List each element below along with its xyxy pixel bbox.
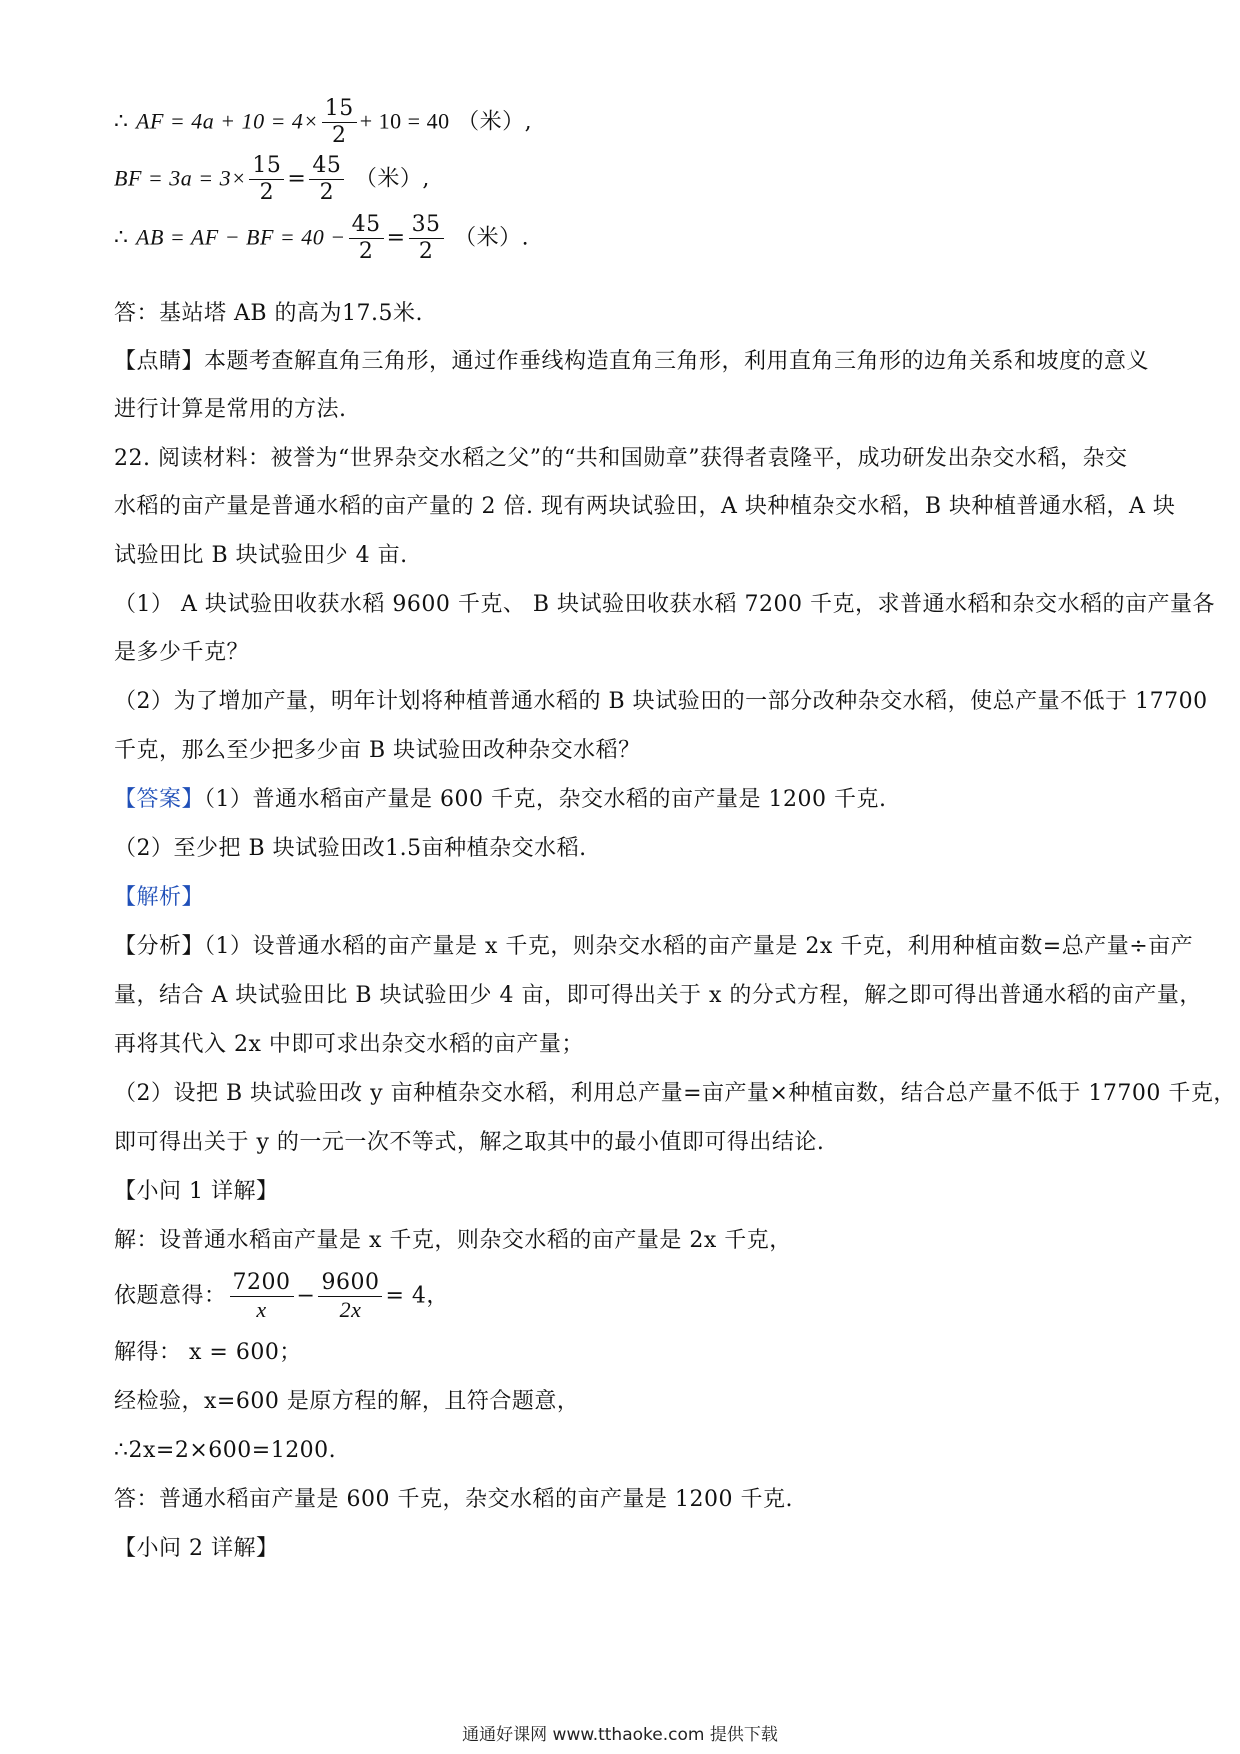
fraction-denominator: 2 [319,180,335,205]
minus-sign: − [296,1283,316,1309]
fraction-denominator: 2 [418,239,434,264]
analysis-tag: 【解析】 [114,885,205,910]
answer-line: 答：基站塔 AB 的高为17.5米. [114,301,424,326]
subquestion-2-line-2: 千克，那么至少把多少亩 B 块试验田改种杂交水稻？ [114,738,641,763]
solution-result: 解得： x = 600； [114,1340,302,1365]
fraction [230,1270,294,1323]
fraction [409,212,444,265]
fraction-denominator: 2 [358,239,374,264]
equation-right: + 10 = 40 [359,108,450,134]
comment-line-1: 【点睛】本题考查解直角三角形，通过作垂线构造直角三角形，利用直角三角形的边角关系和坡度的意义 [114,349,1150,374]
solution-answer: 答：普通水稻亩产量是 600 千克，杂交水稻的亩产量是 1200 千克. [114,1487,793,1512]
answer-block-1 [114,784,1134,816]
equation-left: BF = 3a = 3× [114,165,247,191]
question-22-line-2: 水稻的亩产量是普通水稻的亩产量的 2 倍. 现有两块试验田，A 块种植杂交水稻，B 块种植普通水稻，A 块 [114,494,1176,519]
subquestion-2-line-1: （2）为了增加产量，明年计划将种植普通水稻的 B 块试验田的一部分改种杂交水稻，使总产量不低于 17700 [114,689,1208,714]
equals-sign: = [287,166,307,192]
fraction-numerator: 35 [409,212,444,239]
question-22-line-1: 22. 阅读材料：被誉为“世界杂交水稻之父”的“共和国勋章”获得者袁隆平，成功研发出杂交水稻，杂交 [114,446,1128,471]
solution-compute: ∴2x=2×600=1200. [114,1438,337,1463]
answer-tag: 【答案】 [114,787,205,812]
fraction-numerator: 45 [309,153,344,180]
subquestion-1-line-2: 是多少千克？ [114,640,250,665]
analysis-line-4: （2）设把 B 块试验田改 y 亩种植杂交水稻，利用总产量=亩产量×种植亩数，结合总产量不低于 17700 千克， [114,1081,1236,1106]
therefore-symbol: ∴ [114,225,136,251]
fraction [249,153,284,206]
fraction-numerator: 15 [249,153,284,180]
answer-block-2: （2）至少把 B 块试验田改1.5亩种植杂交水稻. [114,836,587,861]
fraction-denominator: 2 [332,123,347,148]
analysis-line-1: 【分析】（1）设普通水稻的亩产量是 x 千克，则杂交水稻的亩产量是 2x 千克，利用种植亩数=总产量÷亩产 [114,934,1194,959]
fraction-denominator: 2 [259,180,275,205]
fraction [318,1270,382,1323]
equation-af [114,96,1134,149]
solution-line-1: 解：设普通水稻亩产量是 x 千克，则杂交水稻的亩产量是 2x 千克， [114,1228,792,1253]
fraction [309,153,344,206]
question-22-line-3: 试验田比 B 块试验田少 4 亩. [114,543,408,568]
unit-text: （米）, [457,109,533,135]
unit-text: （米）. [454,225,530,251]
fraction-denominator: 2x [339,1297,362,1322]
analysis-line-3: 再将其代入 2x 中即可求出杂交水稻的亩产量； [114,1032,584,1057]
equation-right: = 4， [385,1283,449,1309]
fraction [322,96,357,149]
fraction-denominator: x [256,1297,267,1322]
equals-sign: = [386,225,406,251]
equation-left: AF = 4a + 10 = 4× [136,108,319,134]
page-footer: 通通好课网 www.tthaoke.com 提供下载 [462,1725,778,1745]
comment-line-2: 进行计算是常用的方法. [114,397,347,422]
fraction-numerator: 45 [349,212,384,239]
solution-check: 经检验，x=600 是原方程的解，且符合题意， [114,1389,580,1414]
fraction-numerator: 15 [322,96,357,123]
equation-left: AB = AF − BF = 40 − [136,224,346,250]
answer-text: （1）普通水稻亩产量是 600 千克，杂交水稻的亩产量是 1200 千克. [204,787,887,812]
fraction [349,212,384,265]
equation-label: 依题意得： [114,1283,227,1309]
subquestion-1-line-1: （1） A 块试验田收获水稻 9600 千克、 B 块试验田收获水稻 7200 千克，求普通水稻和杂交水稻的亩产量各 [114,592,1215,617]
unit-text: （米）, [354,166,430,192]
analysis-line-2: 量，结合 A 块试验田比 B 块试验田少 4 亩，即可得出关于 x 的分式方程，解之即可得出普通水稻的亩产量， [114,983,1202,1008]
subquestion-2-solution-heading: 【小问 2 详解】 [114,1536,279,1561]
equation-setup [114,1270,1134,1323]
therefore-symbol: ∴ [114,109,136,135]
equation-bf [114,153,1134,206]
analysis-line-5: 即可得出关于 y 的一元一次不等式，解之取其中的最小值即可得出结论. [114,1130,825,1155]
fraction-numerator: 9600 [318,1270,382,1297]
fraction-numerator: 7200 [230,1270,294,1297]
equation-ab [114,212,1134,265]
subquestion-1-solution-heading: 【小问 1 详解】 [114,1179,279,1204]
